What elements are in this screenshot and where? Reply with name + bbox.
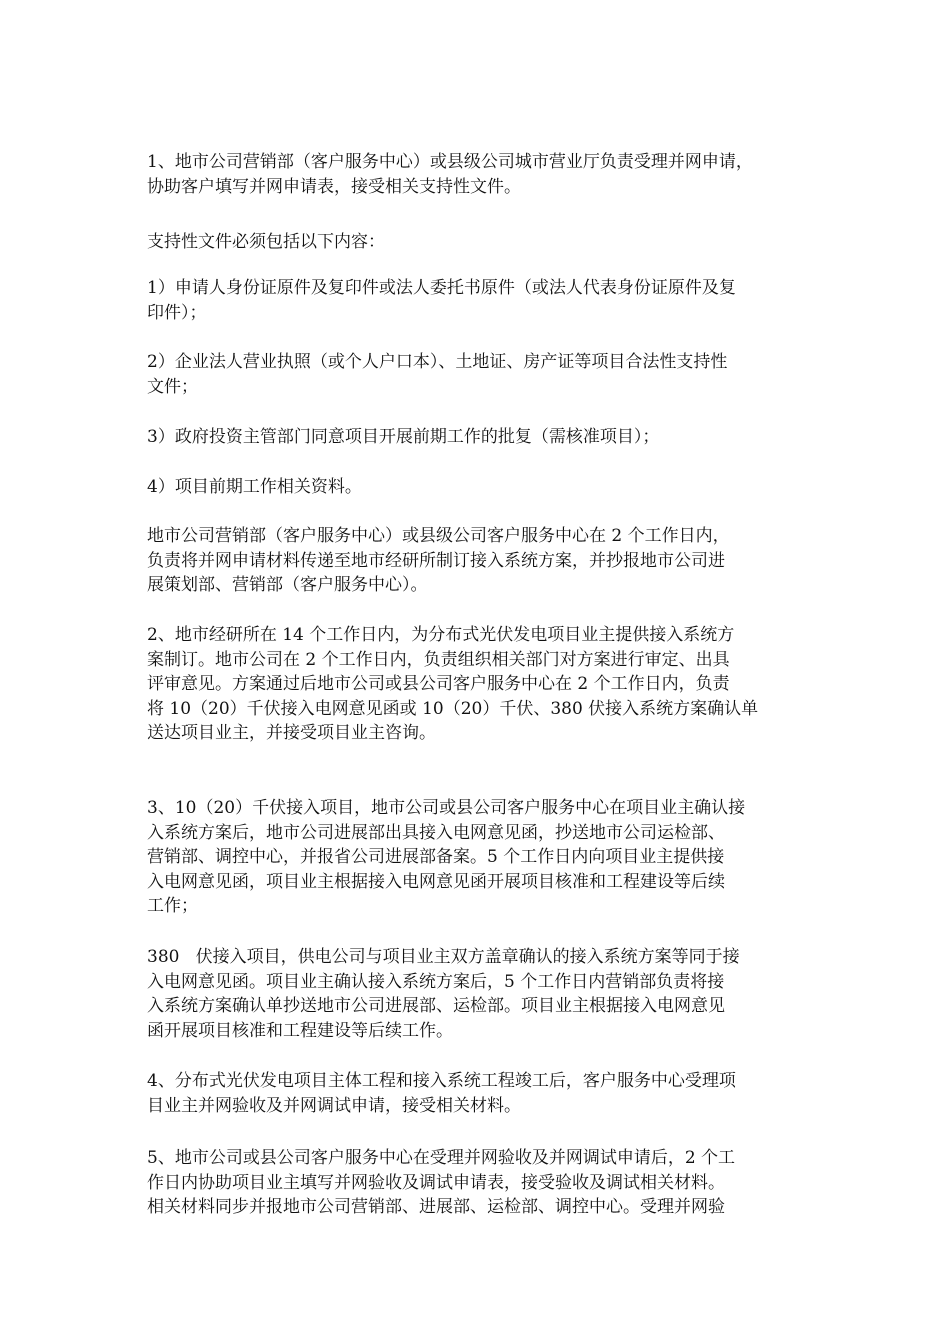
paragraph-8: 2、地市经研所在 14 个工作日内，为分布式光伏发电项目业主提供接入系统方 案制订。地市公司在 2 个工作日内，负责组织相关部门对方案进行审定、出具 评审意见。方案通过后地市公司或县公司客户服务中心在 2 个工作日内，负责 将 10（20）千伏接入电网意见函或 10（20）千伏、380 伏接入系统方案确认单 送达项目业主，并接受项目业主咨询。 [147,625,759,743]
paragraph-1: 1、地市公司营销部（客户服务中心）或县级公司城市营业厅负责受理并网申请， 协助客户填写并网申请表，接受相关支持性文件。 [147,152,753,197]
paragraph-12: 5、地市公司或县公司客户服务中心在受理并网验收及并网调试申请后，2 个工 作日内协助项目业主填写并网验收及调试申请表，接受验收及调试相关材料。 相关材料同步并报地市公司营销部、进展部、运检部、调控中心。受理并网验 [147,1148,736,1217]
paragraph-7: 地市公司营销部（客户服务中心）或县级公司客户服务中心在 2 个工作日内， 负责将并网申请材料传递至地市经研所制订接入系统方案，并抄报地市公司进 展策划部、营销部（客户服务中心）。 [147,526,730,595]
paragraph-11: 4、分布式光伏发电项目主体工程和接入系统工程竣工后，客户服务中心受理项 目业主并网验收及并网调试申请，接受相关材料。 [147,1071,736,1116]
paragraph-10: 380 伏接入项目，供电公司与项目业主双方盖章确认的接入系统方案等同于接 入电网意见函。项目业主确认接入系统方案后，5 个工作日内营销部负责将接 入系统方案确认单抄送地市公司进展部、运检部。项目业主根据接入电网意见 函开展项目核准和工程建设等后续工作。 [147,947,740,1041]
paragraph-3: 1）申请人身份证原件及复印件或法人委托书原件（或法人代表身份证原件及复 印件）； [147,278,736,323]
paragraph-6: 4）项目前期工作相关资料。 [147,477,362,497]
paragraph-4: 2）企业法人营业执照（或个人户口本）、土地证、房产证等项目合法性支持性 文件； [147,352,728,397]
paragraph-9: 3、10（20）千伏接入项目，地市公司或县公司客户服务中心在项目业主确认接 入系统方案后，地市公司进展部出具接入电网意见函，抄送地市公司运检部、 营销部、调控中心，并报省公司进展部备案。5 个工作日内向项目业主提供接 入电网意见函，项目业主根据接入电网意见函开展项目核准和工程建设等后续 工作； [147,798,746,916]
paragraph-5: 3）政府投资主管部门同意项目开展前期工作的批复（需核准项目）； [147,427,660,447]
paragraph-2: 支持性文件必须包括以下内容： [147,232,385,252]
